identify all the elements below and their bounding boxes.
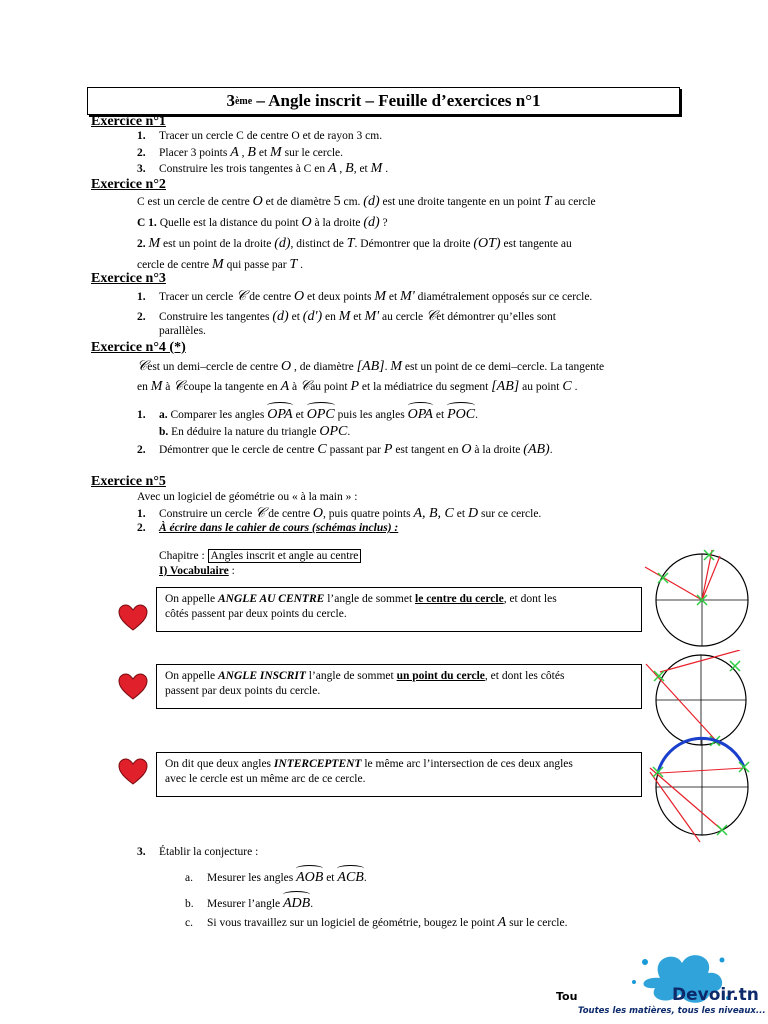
exercise-3-step-2-cont: parallèles. bbox=[159, 325, 206, 337]
exercise-4-statement: 𝒞est un demi–cercle de centre O , de diamètre [AB]. M est un point de ce demi–cercle. La tangente bbox=[137, 359, 605, 374]
definition-angle-inscrit: On appelle ANGLE INSCRIT l’angle de sommet un point du cercle, et dont les côtés passent par deux points du cercle. bbox=[156, 664, 642, 709]
exercise-4-question-1a: 1. a. Comparer les angles OPA et OPC puis les angles OPA et POC. bbox=[137, 407, 478, 422]
exercise-4-statement-cont: en M à 𝒞coupe la tangente en A à 𝒞au point P et la médiatrice du segment [AB] au point C . bbox=[137, 379, 578, 394]
devoir-logo-text: Devoir.tn bbox=[672, 985, 759, 1005]
exercise-5-step-3c: c. Si vous travaillez sur un logiciel de géométrie, bougez le point A sur le cercle. bbox=[185, 915, 568, 930]
exercise-3-step-2: 2. Construire les tangentes (d) et (d') en M et M' au cercle 𝒞et démontrer qu’elles sont bbox=[137, 309, 557, 324]
exercise-5-heading: Exercice n°5 bbox=[91, 474, 166, 489]
chapter-title: Angles inscrit et angle au centre bbox=[208, 549, 362, 563]
exercise-4-question-2: 2. Démontrer que le cercle de centre C passant par P est tangent en O à la droite (AB). bbox=[137, 442, 553, 457]
interceptent-diagram bbox=[630, 724, 768, 844]
exercise-5-intro: Avec un logiciel de géométrie ou « à la main » : bbox=[137, 491, 358, 503]
exercise-2-question-2: 2. M est un point de la droite (d), distinct de T. Démontrer que la droite (OT) est tangente au bbox=[137, 236, 572, 251]
exercise-3-heading: Exercice n°3 bbox=[91, 271, 166, 286]
exercise-2-heading: Exercice n°2 bbox=[91, 177, 166, 192]
definition-interceptent: On dit que deux angles INTERCEPTENT le même arc l’intersection de ces deux angles avec le cercle est un même arc de ce cercle. bbox=[156, 752, 642, 797]
exercise-5-step-3: 3. Établir la conjecture : bbox=[137, 846, 259, 858]
chapter-line: Chapitre : Angles inscrit et angle au centre bbox=[159, 549, 361, 564]
exercise-1-step-3: 3. Construire les trois tangentes à C en A , B, et M . bbox=[137, 161, 389, 176]
devoir-tagline: Toutes les matières, tous les niveaux... bbox=[578, 1006, 766, 1016]
heart-icon bbox=[118, 758, 148, 786]
angle-au-centre-diagram bbox=[632, 545, 768, 659]
worksheet-title bbox=[87, 87, 680, 115]
exercise-4-heading: Exercice n°4 (*) bbox=[91, 340, 186, 355]
exercise-2-question-2-cont: cercle de centre M qui passe par T . bbox=[137, 257, 304, 272]
exercise-5-step-3b: b. Mesurer l’angle ADB. bbox=[185, 896, 314, 911]
exercise-1-heading: Exercice n°1 bbox=[91, 114, 166, 129]
exercise-1-step-1: 1. Tracer un cercle C de centre O et de rayon 3 cm. bbox=[137, 130, 383, 142]
title-level-sup: ème bbox=[234, 95, 253, 107]
exercise-5-step-2: 2. À écrire dans le cahier de cours (schémas inclus) : bbox=[137, 522, 399, 534]
vocabulary-heading: I) Vocabulaire : bbox=[159, 565, 235, 577]
exercise-5-step-3a: a. Mesurer les angles AOB et ACB. bbox=[185, 870, 367, 885]
title-text: – Angle inscrit – Feuille d’exercices n°1 bbox=[256, 91, 541, 110]
heart-icon bbox=[118, 673, 148, 701]
title-level: 3 bbox=[226, 91, 235, 110]
exercise-4-question-1b: b. En déduire la nature du triangle OPC. bbox=[159, 424, 351, 439]
exercise-2-statement: C est un cercle de centre O et de diamètre 5 cm. (d) est une droite tangente en un point T au cercle bbox=[137, 194, 596, 209]
exercise-3-step-1: 1. Tracer un cercle 𝒞 de centre O et deux points M et M' diamétralement opposés sur ce cercle. bbox=[137, 289, 593, 304]
definition-angle-au-centre: On appelle ANGLE AU CENTRE l’angle de sommet le centre du cercle, et dont les côtés passent par deux points du cercle. bbox=[156, 587, 642, 632]
exercise-5-step-1: 1. Construire un cercle 𝒞 de centre O, puis quatre points A, B, C et D sur ce cercle. bbox=[137, 506, 542, 521]
exercise-1-step-2: 2. Placer 3 points A , B et M sur le cercle. bbox=[137, 145, 344, 160]
heart-icon bbox=[118, 604, 148, 632]
exercise-2-question-1: C 1. Quelle est la distance du point O à la droite (d) ? bbox=[137, 215, 388, 230]
footer-truncated-text: Tou bbox=[556, 990, 578, 1003]
